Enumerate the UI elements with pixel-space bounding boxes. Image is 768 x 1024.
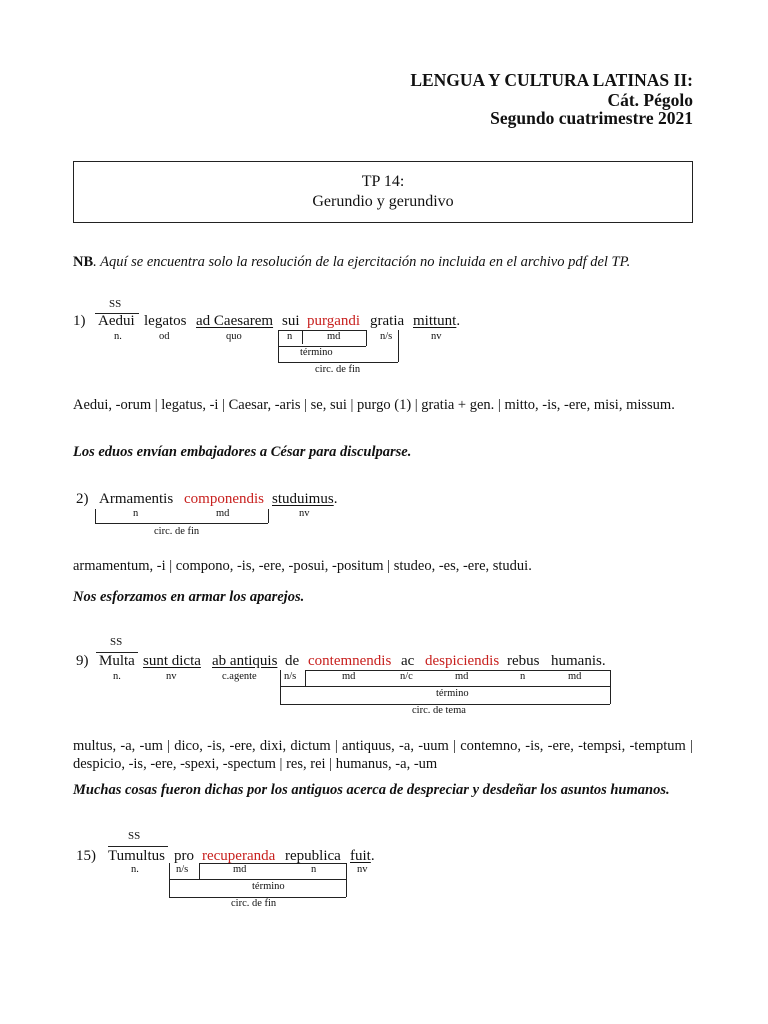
word-purgandi: purgandi <box>307 313 361 329</box>
word-republica: republica <box>285 848 341 864</box>
course-title: LENGUA Y CULTURA LATINAS II: <box>410 70 693 90</box>
circ-bracket-left <box>169 863 170 897</box>
vocabulary: armamentum, -i | compono, -is, -ere, -posui, -positum | studeo, -es, -ere, studui. <box>73 558 532 574</box>
word-ad-caesarem: ad Caesarem <box>196 313 274 329</box>
translation: Los eduos envían embajadores a César para disculparse. <box>73 444 412 460</box>
word-ab-antiquis: ab antiquis <box>212 653 278 669</box>
tag-md: md <box>455 671 469 682</box>
termino-label: término <box>436 688 469 699</box>
tag-n: n <box>520 671 526 682</box>
tag-n: n <box>133 508 139 519</box>
sentence-period: . <box>370 848 375 864</box>
tp-number: TP 14: <box>361 173 405 190</box>
word-despiciendis: despiciendis <box>425 653 500 669</box>
word-studuimus: studuimus <box>272 491 334 507</box>
exercise-number: 1) <box>73 313 86 329</box>
exercise-number: 9) <box>76 653 89 669</box>
translation: Nos esforzamos en armar los aparejos. <box>73 589 305 605</box>
word-tumultus: Tumultus <box>108 848 165 864</box>
word-recuperanda: recuperanda <box>202 848 276 864</box>
termino-label: término <box>252 881 285 892</box>
tag-md: md <box>327 331 341 342</box>
nb-note <box>73 254 630 271</box>
circ-bracket-bottom <box>95 523 268 524</box>
termino-label: término <box>300 347 333 358</box>
word-ac: ac <box>401 653 415 669</box>
circ-bracket-right <box>346 863 347 897</box>
circ-bracket-left <box>280 670 281 704</box>
tag-ns: n/s <box>284 671 297 682</box>
tag-nc: n/c <box>400 671 413 682</box>
tag-nv: nv <box>166 671 177 682</box>
word-armamentis: Armamentis <box>99 491 174 507</box>
exercise-number: 15) <box>76 848 96 864</box>
word-aedui: Aedui <box>98 313 135 329</box>
circ-bracket-right <box>268 509 269 523</box>
nb-label: NB <box>73 254 94 270</box>
bracket-vertical <box>305 670 306 686</box>
tag-ns: n/s <box>176 864 189 875</box>
tag-md: md <box>342 671 356 682</box>
sentence-period: . <box>456 313 461 329</box>
circ-bracket-left <box>95 509 96 523</box>
tag-nv: nv <box>357 864 368 875</box>
termino-bracket-top <box>305 670 610 671</box>
word-rebus: rebus <box>507 653 540 669</box>
semester: Segundo cuatrimestre 2021 <box>490 108 693 128</box>
word-componendis: componendis <box>184 491 264 507</box>
translation: Muchas cosas fueron dichas por los antiguos acerca de despreciar y desdeñar los asuntos humanos. <box>73 782 670 798</box>
termino-bracket-top <box>199 863 346 864</box>
circ-bracket-right <box>610 686 611 704</box>
tag-n: n. <box>114 331 122 342</box>
vocabulary: multus, -a, -um | dico, -is, -ere, dixi, dictum | antiquus, -a, -uum | contemno, -is, -ere, -tempsi, -temptum | despicio, -is, -ere, -spexi, -spectum | res, rei | humanus, -a, -um <box>73 738 693 772</box>
word-sunt-dicta: sunt dicta <box>143 653 201 669</box>
exercise-number: 2) <box>76 491 89 507</box>
word-sui: sui <box>282 313 300 329</box>
ss-label: SS <box>110 636 123 648</box>
tag-od: od <box>159 331 170 342</box>
tag-quo: quo <box>226 331 242 342</box>
nb-text: . Aquí se encuentra solo la resolución de la ejercitación no incluida en el archivo pdf del TP. <box>93 254 631 270</box>
circ-label: circ. de fin <box>154 526 200 537</box>
ss-label: SS <box>128 830 141 842</box>
bracket-vertical <box>366 330 367 346</box>
tag-n: n <box>287 331 293 342</box>
circ-label: circ. de tema <box>412 705 466 716</box>
tag-n: n. <box>113 671 121 682</box>
circ-bracket-right <box>398 330 399 362</box>
word-de: de <box>285 653 300 669</box>
bracket-divider <box>302 330 303 344</box>
sentence-period: . <box>333 491 338 507</box>
word-legatos: legatos <box>144 313 187 329</box>
tag-md: md <box>233 864 247 875</box>
tp-subtitle: Gerundio y gerundivo <box>312 193 454 210</box>
tag-c-agente: c.agente <box>222 671 257 682</box>
circ-bracket-bottom <box>278 362 398 363</box>
tag-nv: nv <box>431 331 442 342</box>
tag-md: md <box>216 508 230 519</box>
tag-n: n. <box>131 864 139 875</box>
tag-ns: n/s <box>380 331 393 342</box>
word-contemnendis: contemnendis <box>308 653 392 669</box>
chair-name: Cát. Pégolo <box>607 90 693 110</box>
tag-n: n <box>311 864 317 875</box>
circ-bracket-left <box>278 346 279 362</box>
tag-nv: nv <box>299 508 310 519</box>
tp-title-box <box>73 161 693 223</box>
ss-label: SS <box>109 298 122 310</box>
word-gratia: gratia <box>370 313 405 329</box>
word-fuit: fuit <box>350 848 371 864</box>
circ-label: circ. de fin <box>231 898 277 909</box>
bracket-vertical <box>610 670 611 686</box>
termino-bracket-bottom <box>280 686 610 687</box>
word-humanis: humanis <box>551 653 602 669</box>
word-multa: Multa <box>99 653 135 669</box>
ss-bar <box>108 846 168 847</box>
sentence-period: . <box>601 653 606 669</box>
word-mittunt: mittunt <box>413 313 457 329</box>
word-pro: pro <box>174 848 194 864</box>
termino-bracket-bottom <box>169 879 346 880</box>
vocabulary: Aedui, -orum | legatus, -i | Caesar, -aris | se, sui | purgo (1) | gratia + gen. | mitto, -is, -ere, misi, missum. <box>73 397 675 413</box>
termino-bracket-top <box>278 330 366 331</box>
circ-label: circ. de fin <box>315 364 361 375</box>
bracket-vertical <box>199 863 200 879</box>
bracket-vertical <box>278 330 279 346</box>
tag-md: md <box>568 671 582 682</box>
